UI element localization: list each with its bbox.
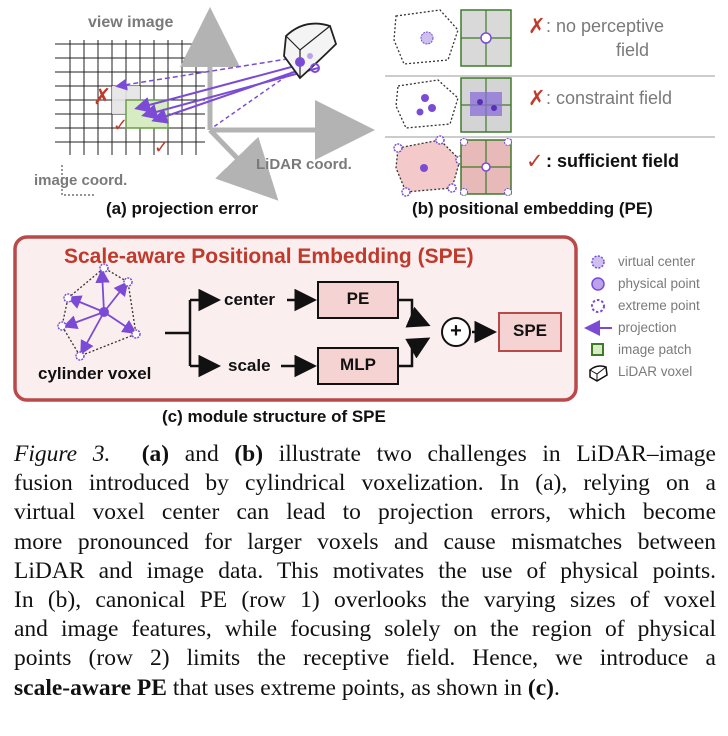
pe-row-2 bbox=[396, 78, 511, 132]
cylinder-voxel-label: cylinder voxel bbox=[38, 364, 152, 383]
image-coord-label: image coord. bbox=[34, 172, 128, 189]
scale-label: scale bbox=[228, 356, 271, 375]
plus-sign: + bbox=[450, 320, 462, 342]
check-mark-a2: ✓ bbox=[154, 137, 170, 158]
cross-mark-a: ✗ bbox=[93, 85, 112, 110]
extreme-point-icon bbox=[592, 300, 604, 312]
legend-extreme-point: extreme point bbox=[618, 298, 700, 313]
legend-lidar-voxel: LiDAR voxel bbox=[618, 364, 693, 379]
row1-text-2: field bbox=[616, 40, 650, 60]
subtitle-c: (c) module structure of SPE bbox=[162, 407, 386, 426]
figure-caption bbox=[14, 440, 716, 703]
legend-image-patch: image patch bbox=[618, 342, 692, 357]
view-image-label: view image bbox=[88, 14, 174, 31]
row3-text: : sufficient field bbox=[546, 151, 680, 171]
caption-a: (a) bbox=[141, 441, 170, 467]
cross-mark-b1: ✗ bbox=[528, 14, 546, 38]
caption-bold-term: scale-aware PE bbox=[14, 674, 167, 701]
pe-box-label: PE bbox=[346, 289, 370, 308]
caption-fig-label: Figure 3. bbox=[14, 441, 111, 467]
caption-l9-end: . bbox=[553, 674, 560, 701]
legend-virtual-center: virtual center bbox=[618, 254, 696, 269]
caption-line-8: points (row 2) limits the receptive field. Hence, we introduce a bbox=[14, 645, 716, 672]
pe-row-1 bbox=[394, 10, 511, 66]
cross-mark-b2: ✗ bbox=[528, 86, 546, 110]
row1-text: : no perceptive bbox=[546, 16, 665, 36]
subtitle-a: (a) projection error bbox=[106, 199, 259, 218]
image-patch-icon bbox=[592, 344, 603, 355]
spe-title: Scale-aware Positional Embedding (SPE) bbox=[64, 245, 474, 268]
caption-line-6: In (b), canonical PE (row 1) overlooks the varying sizes of voxel bbox=[14, 586, 716, 613]
lidar-coord-label: LiDAR coord. bbox=[256, 156, 352, 173]
physical-point-icon bbox=[592, 278, 604, 290]
check-mark-a1: ✓ bbox=[113, 115, 129, 136]
pe-row-3 bbox=[394, 136, 512, 196]
legend-icons bbox=[588, 256, 612, 381]
caption-line-9 bbox=[14, 674, 716, 703]
virtual-center-icon bbox=[592, 256, 604, 268]
subtitle-b: (b) positional embedding (PE) bbox=[412, 199, 653, 218]
caption-and: and bbox=[169, 441, 235, 467]
caption-line-5: LiDAR and image data. This motivates the use of physical points. bbox=[14, 557, 716, 584]
caption-line-3: virtual voxel center can lead to projection errors, which become bbox=[14, 499, 716, 526]
caption-l1: illustrate two challenges in LiDAR–image bbox=[263, 441, 716, 467]
lidar-voxel-graphic bbox=[284, 24, 336, 78]
mlp-box-label: MLP bbox=[340, 355, 376, 374]
check-mark-b3: ✓ bbox=[526, 149, 544, 173]
spe-box-label: SPE bbox=[512, 321, 548, 340]
caption-b: (b) bbox=[234, 441, 264, 467]
center-label: center bbox=[224, 290, 276, 309]
caption-line-1 bbox=[14, 440, 716, 469]
caption-l9-rest: that uses extreme points, as shown in bbox=[166, 674, 528, 701]
caption-line-7: and image features, while focusing solely on the region of physical bbox=[14, 616, 716, 643]
caption-line-4: more pronounced for larger voxels and cause mismatches between bbox=[14, 528, 716, 555]
legend-projection: projection bbox=[618, 320, 677, 335]
caption-c: (c) bbox=[527, 674, 554, 701]
lidar-voxel-icon bbox=[590, 366, 607, 381]
row2-text: : constraint field bbox=[546, 88, 673, 108]
legend-physical-point: physical point bbox=[618, 276, 700, 291]
caption-line-2: fusion introduced by cylindrical voxelization. In (a), relying on a bbox=[14, 470, 716, 497]
